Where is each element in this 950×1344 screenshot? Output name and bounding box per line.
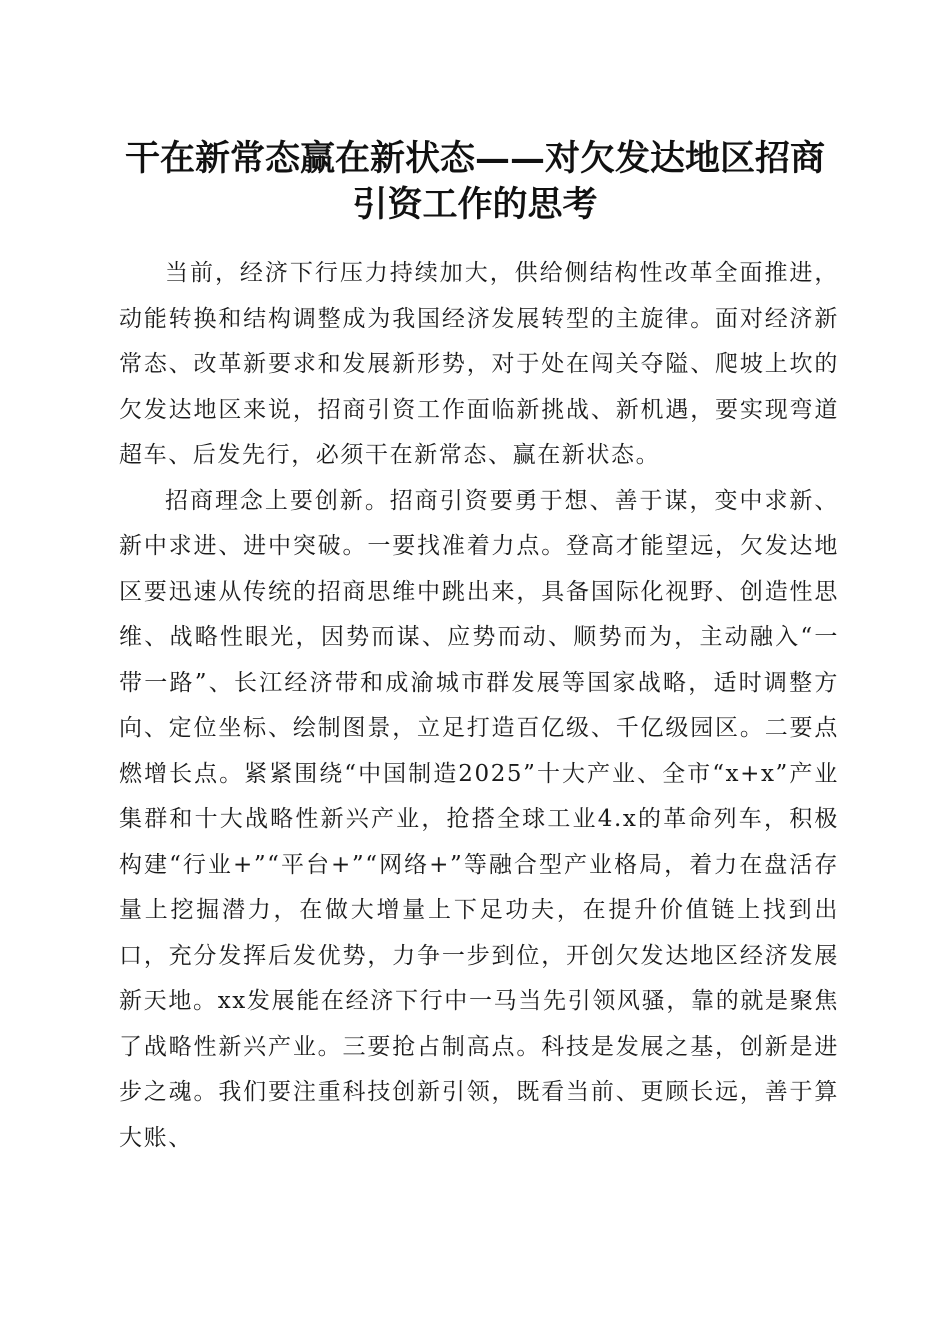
title-line-2: 引资工作的思考: [352, 184, 598, 225]
document-title: [100, 136, 850, 228]
title-line-1: 干在新常态赢在新状态——对欠发达地区招商: [124, 138, 825, 179]
paragraph-1: 当前，经济下行压力持续加大，供给侧结构性改革全面推进，动能转换和结构调整成为我国经济发展转型的主旋律。面对经济新常态、改革新要求和发展新形势，对于处在闯关夺隘、爬坡上坎的欠发达地区来说，招商引资工作面临新挑战、新机遇，要实现弯道超车、后发先行，必须干在新常态、赢在新状态。: [119, 260, 839, 468]
paragraph-2: 招商理念上要创新。招商引资要勇于想、善于谋，变中求新、新中求进、进中突破。一要找准着力点。登高才能望远，欠发达地区要迅速从传统的招商思维中跳出来，具备国际化视野、创造性思维、战略性眼光，因势而谋、应势而动、顺势而为，主动融入“一带一路”、长江经济带和成渝城市群发展等国家战略，适时调整方向、定位坐标、绘制图景，立足打造百亿级、千亿级园区。二要点燃增长点。紧紧围绕“中国制造2025”十大产业、全市“x+x”产业集群和十大战略性新兴产业，抢搭全球工业4.x的革命列车，积极构建“行业+”“平台+”“网络+”等融合型产业格局，着力在盘活存量上挖掘潜力，在做大增量上下足功夫，在提升价值链上找到出口，充分发挥后发优势，力争一步到位，开创欠发达地区经济发展新天地。xx发展能在经济下行中一马当先引领风骚，靠的就是聚焦了战略性新兴产业。三要抢占制高点。科技是发展之基，创新是进步之魂。我们要注重科技创新引领，既看当前、更顾长远，善于算大账、: [119, 487, 839, 1151]
document-body: [119, 251, 839, 1161]
